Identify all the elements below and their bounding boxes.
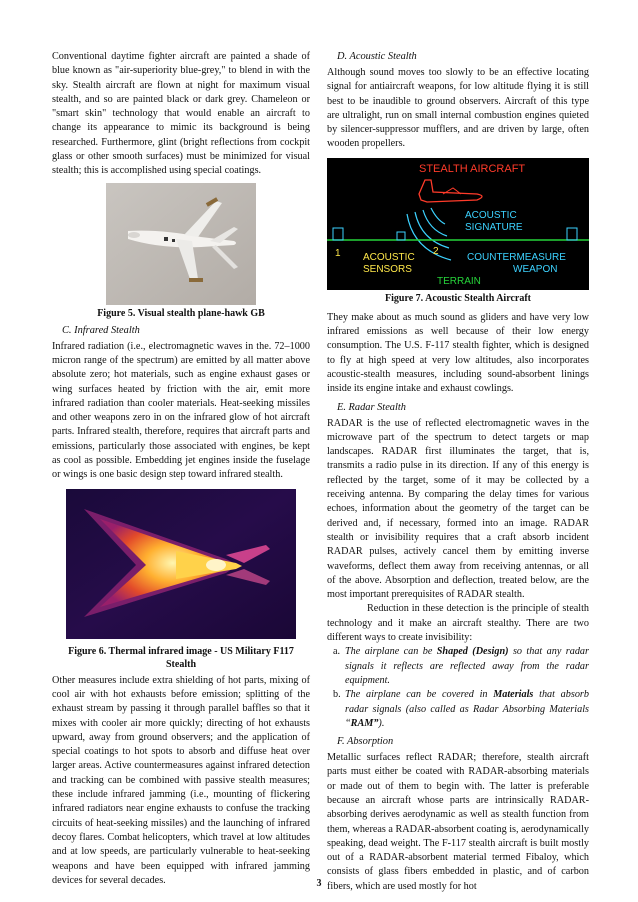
left-column: [52, 50, 310, 888]
right-column: [327, 50, 589, 894]
acoustic-signature-label-1: ACOUSTIC: [465, 209, 517, 221]
infrared-stealth-heading: C. Infrared Stealth: [62, 324, 140, 336]
marker-number-2: 2: [433, 245, 439, 257]
visual-stealth-plane-image: [106, 183, 256, 305]
absorption-heading: F. Absorption: [337, 736, 394, 748]
page-number: 3: [316, 878, 322, 889]
other-measures-paragraph: Other measures include extra shielding of hot parts, mixing of cool air with hot exhausts before emission; splitting of the exhaust stream by passing it through parallel baffles so that it mixes with cooler air more quickly; directing of hot exhausts upward, away from ground observers; and the application of special coatings to hot spots to absorb and diffuse heat over larger areas. Active countermeasures against infrared detection and tracking can be combined with passive stealth measures; these include infrared jamming (i.e., mounting of flickering infrared radiators near engine exhausts to confuse the tracking circuits of heat-seeking missiles) and the launching of infrared decoy flares. Combat helicopters, which travel at low altitudes and at low speeds, are particularly vulnerable to heat-seeking weapons and have been equipped with infrared jamming devices for several decades.: [52, 674, 310, 886]
infrared-paragraph: Infrared radiation (i.e., electromagnetic waves in the. 72–1000 micron range of the spectrum) are emitted by all matter above absolute zero; hot materials, such as engine exhaust gases or wing surfaces heated by friction with the air, emit more infrared radiation than cooler materials. Heat-seeking missiles and other weapons zero in on the infrared glow of hot aircraft parts. Infrared stealth, therefore, requires that aircraft parts and emissions, particularly those associated with engines, be kept as cool as possible. Embedding jet engines inside the fuselage or wings is one basic design step toward infrared stealth.: [52, 340, 310, 481]
intro-paragraph: Conventional daytime fighter aircraft are painted a shade of blue known as "air-superiority blue-grey," to blend in with the sky. Stealth aircraft are flown at night for maximum visual stealth, and so are painted black or dark grey. Chameleon or "smart skin" technology that would enable an aircraft to change its appearance to mimic its background is being researched. Furthermore, glint (bright reflections from cockpit glass or other smooth surfaces) must be minimized for visual stealth; this is accomplished using special coatings.: [52, 51, 310, 177]
acoustic-stealth-heading: D. Acoustic Stealth: [337, 51, 417, 62]
figure-5: [106, 183, 256, 305]
way-b-bold-2: RAM”: [350, 717, 379, 729]
way-b-text: The airplane can be covered in: [345, 689, 494, 701]
invisibility-ways-list: [327, 645, 589, 731]
acoustic-stealth-diagram: [327, 158, 589, 290]
diagram-title: STEALTH AIRCRAFT: [419, 162, 526, 175]
list-item: [327, 688, 589, 731]
radar-paragraph: RADAR is the use of reflected electromagnetic waves in the microwave part of the spectrum to detect targets or map landscapes. RADAR first illuminates the target, that is, transmits a radio pulse in its direction. If any of this energy is reflected by the target, some of it may be collected by a receiving antenna. By comparing the delay times for various echoes, information about the geometry of the target can be derived and, if necessary, formed into an image. RADAR stealth or invisibility requires that a craft absorb incident RADAR pulses, actively cancel them by emitting inverse waveforms, deflect them away from receiving antennas, or all of the above. Absorption and deflection, treated below, are the most important prerequisites of RADAR stealth.: [327, 417, 589, 601]
way-a-text: The airplane can be: [345, 646, 437, 658]
countermeasure-label-1: COUNTERMEASURE: [467, 251, 566, 263]
acoustic-paragraph-2: They make about as much sound as gliders and have very low infrared emissions as well because of their low energy consumption. The U.S. F-117 stealth fighter, which is designed to fly at high speed at very low altitudes, also incorporates acoustic-stealth measures, including sound-absorbent linings inside its engine intake and exhaust cowlings.: [327, 311, 589, 395]
way-a-bold: Shaped (Design): [436, 646, 509, 658]
figure-7-caption: Figure 7. Acoustic Stealth Aircraft: [385, 292, 531, 304]
absorption-paragraph: Metallic surfaces reflect RADAR; therefore, stealth aircraft parts must either be coated with RADAR-absorbing materials or made out of them to begin with. The latter is preferable because an aircraft whose parts are intrinsically RADAR-absorbing derives aerodynamic as well as stealth function from them, whereas a RADAR-absorbent coating is, aerodynamically speaking, dead weight. The F-117 stealth aircraft is built mostly out of a RADAR-absorbent material termed Fibaloy, which consists of glass fibers embedded in plastic, and of carbon fibers, which are used mostly for hot: [327, 752, 589, 892]
figure-6: [66, 489, 296, 639]
way-a-text-end: so that any radar signals it reflects are reflected away from the radar equipment.: [345, 646, 589, 686]
figure-5-caption: Figure 5. Visual stealth plane-hawk GB: [97, 307, 265, 319]
acoustic-signature-label-2: SIGNATURE: [465, 221, 523, 233]
reduction-paragraph: Reduction in these detection is the principle of stealth technology and it make an aircraft stealthy. There are two different ways to create invisibility:: [327, 603, 589, 644]
list-marker: b.: [333, 689, 341, 701]
way-b-bold: Materials: [493, 689, 534, 701]
acoustic-paragraph: Although sound moves too slowly to be an effective locating signal for antiaircraft weapons, for low altitude flying it is still best to be inaudible to ground observers. Aircraft of this type are ultralight, run on small internal combustion engines quieted by silencer-suppressor mufflers, and are driven by large, often wooden propellers.: [327, 67, 589, 150]
way-b-text-end: ).: [378, 717, 385, 729]
thermal-infrared-image: [66, 489, 296, 639]
radar-stealth-heading: E. Radar Stealth: [337, 401, 406, 413]
figure-7: [327, 158, 589, 290]
terrain-label: TERRAIN: [437, 275, 481, 287]
way-b-text-mid: that absorb radar signals (also called as Radar Absorbing Materials “: [345, 689, 589, 729]
list-marker: a.: [333, 646, 341, 658]
list-item: [327, 645, 589, 688]
figure-6-caption: Figure 6. Thermal infrared image - US Military F117 Stealth: [68, 645, 294, 670]
acoustic-sensors-label-1: ACOUSTIC: [363, 251, 415, 263]
acoustic-sensors-label-2: SENSORS: [363, 263, 412, 275]
marker-number-1: 1: [335, 247, 341, 259]
countermeasure-label-2: WEAPON: [513, 263, 558, 275]
